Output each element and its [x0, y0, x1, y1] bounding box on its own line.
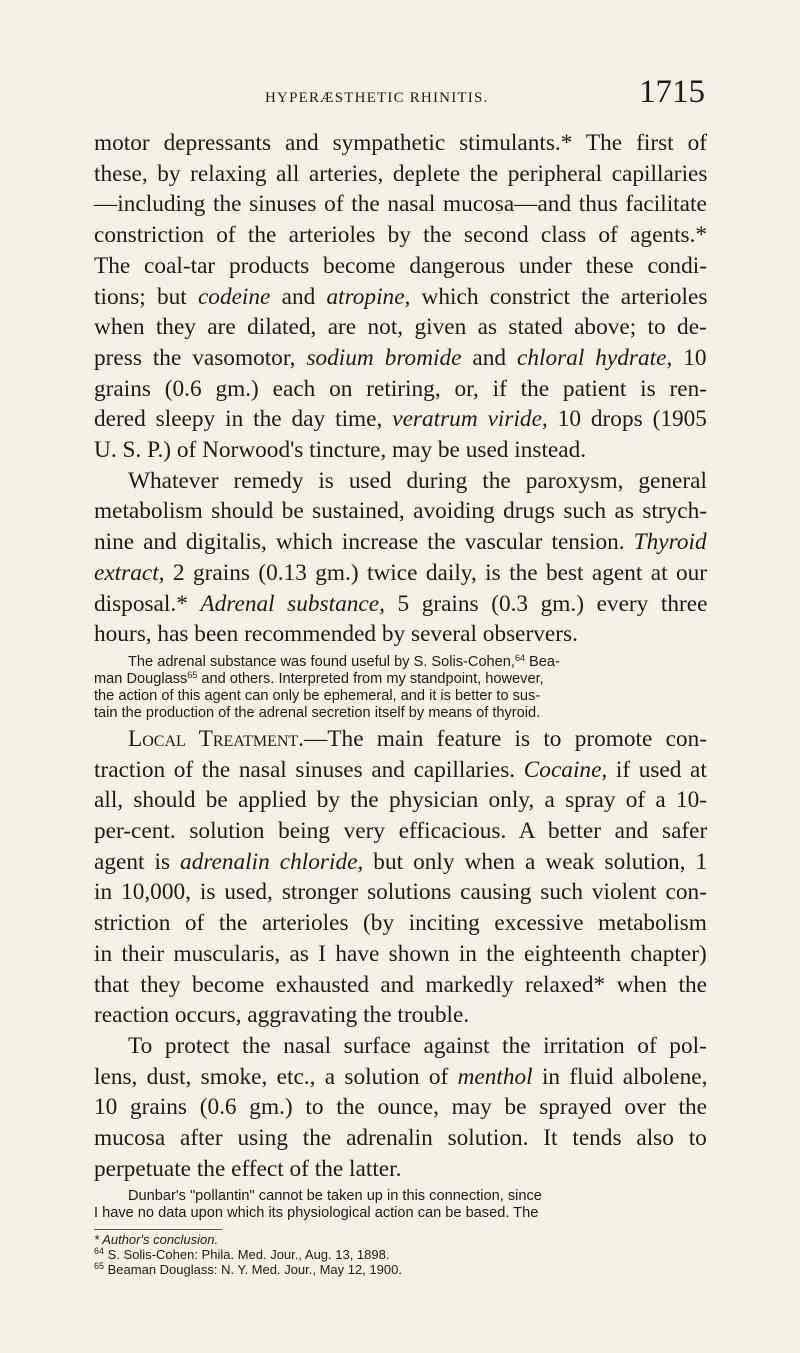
footnote-rule	[94, 1229, 222, 1230]
text-line: The coal-tar products become dangerous under these condi-	[94, 252, 707, 279]
footnote-author-conclusion: * Author's conclusion.	[94, 1231, 219, 1247]
text-line: perpetuate the effect of the latter.	[94, 1155, 402, 1182]
text-line: —including the sinuses of the nasal mucosa—and thus facilitate	[94, 191, 707, 218]
page-header	[265, 72, 705, 112]
footnote-64: $^{64}$ S. Solis-Cohen: Phila. Med. Jour., Aug. 13, 1898.	[94, 1245, 390, 1262]
running-head: HYPERÆSTHETIC RHINITIS.	[265, 90, 489, 106]
text-line: press the vasomotor, sodium bromide and chloral hydrate, 10	[94, 344, 707, 371]
text-line: U. S. P.) of Norwood's tincture, may be used instead.	[94, 437, 587, 464]
text-line: I have no data upon which its physiological action can be based. The	[94, 1204, 539, 1221]
text-line: all, should be applied by the physician only, a spray of a 10-	[94, 787, 708, 814]
text-line: lens, dust, smoke, etc., a solution of menthol in fluid albolene,	[94, 1063, 708, 1090]
text-line: traction of the nasal sinuses and capillaries. Cocaine, if used at	[94, 756, 707, 783]
note-adrenal-substance	[94, 654, 707, 722]
text-line: tions; but codeine and atropine, which constrict the arterioles	[94, 283, 708, 310]
text-line: grains (0.6 gm.) each on retiring, or, if the patient is ren-	[94, 375, 708, 402]
text-line: Dunbar's "pollantin" cannot be taken up in this connection, since	[128, 1187, 542, 1204]
page-body	[94, 128, 707, 1277]
text-line: man Douglass$^{65}$ and others. Interpreted from my standpoint, however,	[94, 669, 544, 687]
text-line: metabolism should be sustained, avoiding drugs such as strych-	[94, 498, 708, 525]
paragraph-local-treatment	[94, 724, 707, 1031]
text-line: hours, has been recommended by several observers.	[94, 621, 578, 648]
text-line: disposal.* Adrenal substance, 5 grains (0.3 gm.) every three	[94, 590, 708, 617]
text-line: the action of this agent can only be ephemeral, and it is better to sus-	[94, 687, 541, 704]
paragraph-therapy-agents	[94, 128, 707, 466]
text-line: tain the production of the adrenal secretion itself by means of thyroid.	[94, 704, 541, 721]
text-line: Local Treatment.—The main feature is to promote con-	[128, 725, 707, 752]
footnotes	[94, 1232, 707, 1277]
text-line: The adrenal substance was found useful by S. Solis-Cohen,$^{64}$ Bea-	[128, 652, 560, 670]
text-line: mucosa after using the adrenalin solution. It tends also to	[94, 1125, 707, 1152]
page-number: 1715	[639, 74, 705, 110]
text-line: reaction occurs, aggravating the trouble.	[94, 1002, 470, 1029]
text-line: Whatever remedy is used during the paroxysm, general	[128, 467, 707, 494]
text-line: in their muscularis, as I have shown in the eighteenth chapter)	[94, 940, 707, 967]
paragraph-metabolism	[94, 466, 707, 650]
paragraph-menthol	[94, 1031, 707, 1185]
text-line: constriction of the arterioles by the second class of agents.*	[94, 222, 708, 249]
text-line: agent is adrenalin chloride, but only when a weak solution, 1	[94, 848, 708, 875]
text-line: these, by relaxing all arteries, deplete the peripheral capillaries	[94, 160, 708, 187]
text-line: that they become exhausted and markedly relaxed* when the	[94, 971, 707, 998]
text-line: when they are dilated, are not, given as stated above; to de-	[94, 314, 707, 341]
text-line: striction of the arterioles (by inciting excessive metabolism	[94, 910, 707, 937]
note-pollantin	[94, 1188, 707, 1222]
text-line: motor depressants and sympathetic stimulants.* The first of	[94, 130, 708, 156]
text-line: To protect the nasal surface against the irritation of pol-	[128, 1032, 707, 1059]
text-line: per-cent. solution being very efficacious. A better and safer	[94, 818, 708, 845]
text-line: extract, 2 grains (0.13 gm.) twice daily, is the best agent at our	[94, 559, 708, 586]
text-line: nine and digitalis, which increase the vascular tension. Thyroid	[94, 529, 707, 556]
text-line: in 10,000, is used, stronger solutions causing such violent con-	[94, 879, 707, 906]
footnote-65: $^{65}$ Beaman Douglass: N. Y. Med. Jour., May 12, 1900.	[94, 1260, 402, 1277]
text-line: dered sleepy in the day time, veratrum viride, 10 drops (1905	[94, 406, 707, 433]
text-line: 10 grains (0.6 gm.) to the ounce, may be sprayed over the	[94, 1094, 707, 1121]
